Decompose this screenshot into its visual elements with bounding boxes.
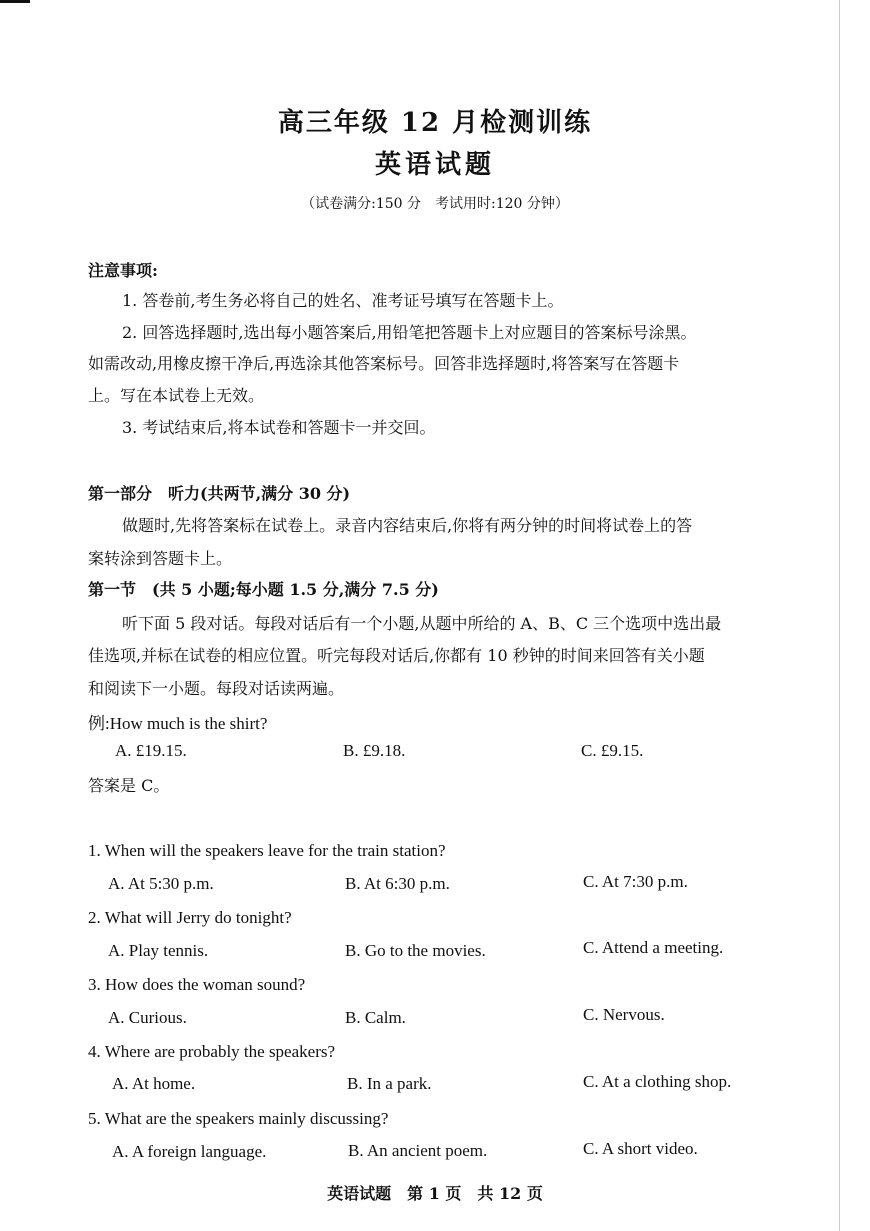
section1-heading: 第一节 (共 5 小题;每小题 1.5 分,满分 7.5 分)	[88, 580, 439, 599]
question-3-option-c: C. Nervous.	[583, 1005, 665, 1024]
question-4: 4. Where are probably the speakers?	[88, 1042, 336, 1061]
example-option-c: C. £9.15.	[581, 741, 644, 760]
question-4-option-c: C. At a clothing shop.	[583, 1072, 732, 1091]
question-5-option-c: C. A short video.	[583, 1139, 698, 1158]
question-1-option-c: C. At 7:30 p.m.	[583, 872, 688, 891]
question-3: 3. How does the woman sound?	[88, 975, 306, 994]
part1-intro-line-1: 做题时,先将答案标在试卷上。录音内容结束后,你将有两分钟的时间将试卷上的答	[122, 516, 693, 535]
question-2-option-b: B. Go to the movies.	[345, 941, 486, 960]
part1-intro-line-2: 案转涂到答题卡上。	[88, 549, 233, 568]
section1-instructions-line-2: 佳选项,并标在试卷的相应位置。听完每段对话后,你都有 10 秒钟的时间来回答有关小题	[88, 646, 705, 665]
question-4-option-a: A. At home.	[112, 1074, 196, 1093]
question-2-option-c: C. Attend a meeting.	[583, 938, 724, 957]
page-edge-line	[839, 0, 840, 1231]
exam-title: 高三年级 12 月检测训练	[277, 108, 593, 138]
question-5-option-a: A. A foreign language.	[112, 1142, 267, 1161]
example-answer: 答案是 C。	[88, 776, 170, 795]
question-4-option-b: B. In a park.	[347, 1074, 432, 1093]
example-option-b: B. £9.18.	[343, 741, 406, 760]
notice-item-3: 3. 考试结束后,将本试卷和答题卡一并交回。	[122, 418, 436, 437]
example-option-a: A. £19.15.	[115, 741, 187, 760]
question-3-option-a: A. Curious.	[108, 1008, 187, 1027]
section1-instructions-line-3: 和阅读下一小题。每段对话读两遍。	[88, 679, 345, 698]
question-1: 1. When will the speakers leave for the train station?	[88, 841, 446, 860]
page-footer: 英语试题 第 1 页 共 12 页	[327, 1184, 543, 1203]
question-1-option-a: A. At 5:30 p.m.	[108, 874, 214, 893]
question-5-option-b: B. An ancient poem.	[348, 1141, 488, 1160]
corner-mark	[0, 0, 30, 3]
example-question: 例:How much is the shirt?	[88, 714, 268, 733]
notice-item-2-line-2: 如需改动,用橡皮擦干净后,再选涂其他答案标号。回答非选择题时,将答案写在答题卡	[88, 354, 680, 373]
exam-info: （试卷满分:150 分 考试用时:120 分钟）	[301, 196, 569, 212]
notice-item-1: 1. 答卷前,考生务必将自己的姓名、准考证号填写在答题卡上。	[122, 291, 564, 310]
question-2-option-a: A. Play tennis.	[108, 941, 209, 960]
notice-item-2-line-1: 2. 回答选择题时,选出每小题答案后,用铅笔把答题卡上对应题目的答案标号涂黑。	[122, 323, 697, 342]
question-2: 2. What will Jerry do tonight?	[88, 908, 292, 927]
question-1-option-b: B. At 6:30 p.m.	[345, 874, 450, 893]
section1-instructions-line-1: 听下面 5 段对话。每段对话后有一个小题,从题中所给的 A、B、C 三个选项中选出最	[122, 614, 722, 633]
question-3-option-b: B. Calm.	[345, 1008, 406, 1027]
notice-heading: 注意事项:	[88, 261, 158, 280]
question-5: 5. What are the speakers mainly discussing?	[88, 1109, 389, 1128]
subject-title: 英语试题	[374, 150, 495, 180]
notice-item-2-line-3: 上。写在本试卷上无效。	[88, 386, 265, 405]
part1-heading: 第一部分 听力(共两节,满分 30 分)	[88, 484, 351, 503]
